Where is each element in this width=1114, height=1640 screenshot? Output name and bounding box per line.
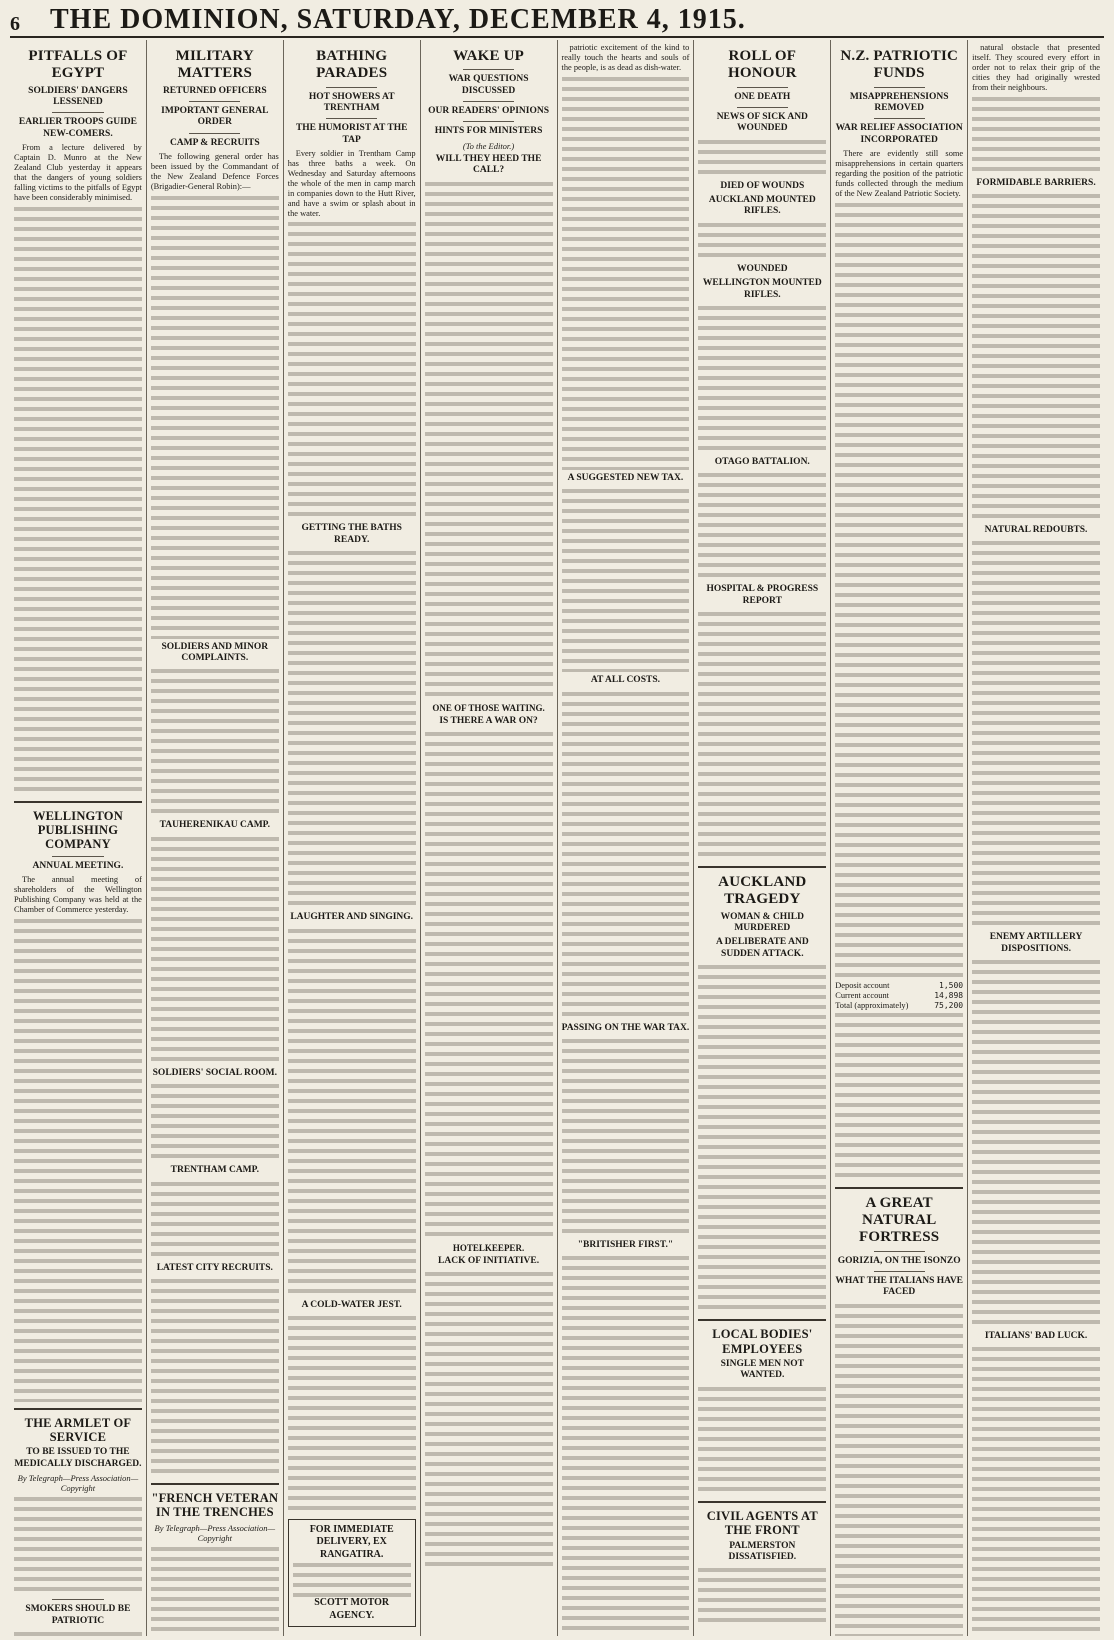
article-subhead: OUR READERS' OPINIONS	[428, 106, 549, 117]
article-text: patriotic excitement of the kind to really touch the hearts and souls of the people, is as dead as dish-water.	[561, 43, 690, 72]
article-subhead: SOLDIERS' DANGERS LESSENED	[28, 85, 128, 107]
article-headline: A GREAT NATURAL FORTRESS	[859, 1194, 940, 1246]
article-body	[14, 205, 142, 795]
article-headline: AUCKLAND TRAGEDY	[718, 874, 807, 908]
column-7	[831, 40, 968, 1636]
article-body	[835, 1011, 963, 1181]
column-6	[694, 40, 831, 1636]
article-subhead: GORIZIA, ON THE ISONZO	[837, 1255, 961, 1266]
article-body	[698, 304, 826, 454]
article-body	[835, 201, 963, 981]
article-subhead: MISAPPREHENSIONS REMOVED	[849, 91, 949, 113]
newspaper-title: THE DOMINION, SATURDAY, DECEMBER 4, 1915.	[50, 4, 746, 35]
article-body	[698, 610, 826, 860]
letter-signature: HOTELKEEPER.	[452, 1242, 525, 1253]
divider	[874, 1271, 925, 1272]
article-subhead: WOMAN & CHILD MURDERED	[720, 911, 804, 934]
article-body	[151, 1277, 279, 1477]
fund-total-amount: 75,200	[934, 1000, 964, 1010]
article-body	[698, 471, 826, 581]
ad-signature: SCOTT MOTOR AGENCY.	[314, 1597, 390, 1621]
article-subhead: SINGLE MEN NOT WANTED.	[720, 1359, 805, 1381]
divider	[52, 112, 103, 113]
article-subhead: SOLDIERS AND MINOR COMPLAINTS.	[161, 641, 269, 664]
article-body	[14, 1495, 142, 1595]
divider	[874, 87, 925, 88]
article-text: The following general order has been issued by the Commandant of the New Zealand Defence Forces (Brigadier-General Robin):—	[150, 152, 279, 191]
divider	[189, 101, 240, 102]
article-headline: PITFALLS OF EGYPT	[28, 48, 128, 82]
article-subhead: NATURAL REDOUBTS.	[984, 524, 1088, 535]
article-body	[425, 730, 553, 1240]
divider	[874, 1251, 925, 1252]
fund-amount: 14,898	[934, 990, 964, 1000]
article-subhead: HINTS FOR MINISTERS	[434, 126, 543, 137]
article-subhead: LATEST CITY RECRUITS.	[156, 1262, 273, 1273]
article-body	[151, 835, 279, 1065]
column-4	[421, 40, 558, 1636]
article-subhead: ANNUAL MEETING.	[32, 860, 124, 871]
article-body	[698, 138, 826, 178]
article-body	[425, 180, 553, 700]
article-body	[972, 192, 1100, 522]
article-headline: "FRENCH VETERAN IN THE TRENCHES	[151, 1491, 279, 1520]
article-subhead: HOSPITAL & PROGRESS REPORT	[706, 584, 819, 606]
article-subhead: OTAGO BATTALION.	[714, 457, 810, 468]
article-subhead: SOLDIERS' SOCIAL ROOM.	[152, 1067, 277, 1078]
article-subhead: LACK OF INITIATIVE.	[438, 1255, 540, 1266]
wire-credit: By Telegraph—Press Association—Copyright	[154, 1522, 276, 1543]
article-body	[151, 1545, 279, 1635]
article-headline: THE ARMLET OF SERVICE	[24, 1415, 132, 1445]
divider	[326, 87, 377, 88]
divider	[14, 801, 142, 803]
column-3	[284, 40, 421, 1636]
fund-total-row	[835, 1001, 963, 1011]
fund-label: Current account	[835, 990, 889, 1000]
article-subhead: THE HUMORIST AT THE TAP	[295, 123, 408, 145]
article-body	[151, 194, 279, 639]
ad-headline: FOR IMMEDIATE DELIVERY, EX RANGATIRA.	[309, 1523, 394, 1560]
article-body	[835, 1302, 963, 1636]
article-headline: WELLINGTON PUBLISHING COMPANY	[32, 808, 123, 852]
article-subhead: IS THERE A WAR ON?	[439, 715, 538, 726]
article-subhead: WILL THEY HEED THE CALL?	[435, 153, 542, 176]
divider	[737, 87, 788, 88]
article-subhead: ITALIANS' BAD LUCK.	[984, 1331, 1088, 1342]
divider	[835, 1187, 963, 1189]
article-body	[972, 958, 1100, 1328]
article-body	[151, 1180, 279, 1260]
article-body	[562, 1254, 690, 1634]
article-subhead: "BRITISHER FIRST."	[577, 1239, 674, 1250]
article-subhead: PALMERSTON DISSATISFIED.	[728, 1540, 797, 1562]
article-body	[698, 1566, 826, 1626]
article-subhead: WOUNDED	[736, 263, 788, 274]
article-headline: ROLL OF HONOUR	[727, 48, 797, 82]
divider	[698, 866, 826, 868]
article-body	[562, 1037, 690, 1237]
article-text: There are evidently still some misapprehensions in certain quarters regarding the position of the patriotic funds collected through the medium of the New Zealand Patriotic Society.	[835, 149, 964, 198]
article-subhead: TRENTHAM CAMP.	[170, 1165, 259, 1176]
article-text: Every soldier in Trentham Camp has three baths a week. On Wednesday and Saturday afternoons the whole of the men in camp march in companies down to the Hutt River, and have a swim or splash about in the water.	[287, 149, 416, 218]
article-subhead: A SUGGESTED NEW TAX.	[567, 472, 684, 483]
article-body	[562, 487, 690, 672]
divider	[326, 118, 377, 119]
article-text: natural obstacle that presented itself. They scoured every effort in order not to relax their grip of the cities they had originally wrested from their neighbours.	[972, 43, 1100, 92]
columns	[10, 40, 1104, 1636]
article-subhead: TAUHERENIKAU CAMP.	[159, 820, 270, 831]
article-subhead: WHAT THE ITALIANS HAVE FACED	[835, 1275, 964, 1298]
letter-signature: ONE OF THOSE WAITING.	[432, 702, 545, 713]
article-headline: CIVIL AGENTS AT THE FRONT	[706, 1508, 818, 1538]
article-body	[151, 1082, 279, 1162]
divider	[151, 1483, 279, 1485]
article-body	[562, 75, 690, 470]
divider	[874, 118, 925, 119]
article-subhead: RETURNED OFFICERS	[162, 85, 267, 96]
column-2	[147, 40, 284, 1636]
article-subhead: ENEMY ARTILLERY DISPOSITIONS.	[989, 932, 1083, 954]
divider	[52, 856, 103, 857]
article-body	[698, 221, 826, 261]
article-subhead: AUCKLAND MOUNTED RIFLES.	[708, 195, 816, 217]
article-subhead: GETTING THE BATHS READY.	[301, 523, 402, 545]
article-headline: LOCAL BODIES' EMPLOYEES	[712, 1327, 813, 1356]
article-body	[972, 95, 1100, 175]
advertisement	[288, 1519, 416, 1628]
article-subhead: WELLINGTON MOUNTED RIFLES.	[702, 278, 822, 300]
article-body	[288, 927, 416, 1297]
article-body	[972, 1345, 1100, 1636]
article-body	[698, 963, 826, 1313]
divider	[463, 101, 514, 102]
article-headline: N.Z. PATRIOTIC FUNDS	[840, 48, 959, 82]
fund-row	[835, 981, 963, 991]
article-body	[562, 690, 690, 1020]
article-subhead: A COLD-WATER JEST.	[301, 1299, 402, 1310]
article-subhead: CAMP & RECRUITS	[169, 137, 260, 148]
article-subhead: LAUGHTER AND SINGING.	[290, 912, 414, 923]
article-subhead: WAR QUESTIONS DISCUSSED	[448, 74, 529, 96]
divider	[737, 107, 788, 108]
wire-credit: By Telegraph—Press Association—Copyright	[17, 1473, 139, 1494]
divider	[52, 1599, 103, 1600]
fund-row	[835, 991, 963, 1001]
article-subhead: IMPORTANT GENERAL ORDER	[161, 105, 269, 128]
divider	[463, 69, 514, 70]
article-body	[14, 917, 142, 1402]
article-subhead: A DELIBERATE AND SUDDEN ATTACK.	[715, 937, 809, 959]
column-5	[558, 40, 695, 1636]
fund-total-label: Total (approximately)	[835, 1000, 909, 1010]
article-subhead: PASSING ON THE WAR TAX.	[561, 1022, 690, 1033]
fund-amount: 1,500	[939, 980, 964, 990]
divider	[463, 121, 514, 122]
article-body	[425, 1270, 553, 1570]
article-subhead: NEWS OF SICK AND WOUNDED	[716, 111, 808, 134]
article-subhead: AT ALL COSTS.	[590, 675, 660, 686]
ad-body	[293, 1561, 411, 1597]
divider	[698, 1501, 826, 1503]
article-subhead: HOT SHOWERS AT TRENTHAM	[308, 91, 395, 113]
column-1	[10, 40, 147, 1636]
article-text: From a lecture delivered by Captain D. Munro at the New Zealand Club yesterday it appears that the dangers of young soldiers falling victims to the pitfalls of Egypt have been considerably minimised.	[14, 143, 142, 202]
article-body	[698, 1385, 826, 1495]
article-headline: MILITARY MATTERS	[175, 48, 254, 82]
column-8	[968, 40, 1104, 1636]
article-body	[151, 667, 279, 817]
article-body	[14, 1630, 142, 1636]
fund-label: Deposit account	[835, 980, 890, 990]
article-subhead: WAR RELIEF ASSOCIATION INCORPORATED	[835, 123, 963, 145]
article-subhead: ONE DEATH	[734, 91, 791, 102]
divider	[14, 1408, 142, 1410]
article-subhead: SMOKERS SHOULD BE PATRIOTIC	[25, 1604, 131, 1626]
article-body	[972, 539, 1100, 929]
divider	[189, 133, 240, 134]
article-subhead: EARLIER TROOPS GUIDE NEW-COMERS.	[18, 117, 137, 139]
article-text: The annual meeting of shareholders of the Wellington Publishing Company was held at the Chamber of Commerce yesterday.	[14, 875, 142, 914]
article-body	[288, 220, 416, 520]
article-headline: WAKE UP	[453, 48, 525, 64]
page-number: 6	[10, 13, 20, 35]
masthead	[10, 6, 1104, 38]
article-body	[288, 1314, 416, 1514]
article-headline: BATHING PARADES	[316, 48, 388, 82]
article-subhead: TO BE ISSUED TO THE MEDICALLY DISCHARGED.	[14, 1447, 142, 1469]
article-subhead: DIED OF WOUNDS	[720, 180, 805, 191]
article-subhead: FORMIDABLE BARRIERS.	[976, 177, 1096, 188]
article-body	[288, 549, 416, 909]
editor-note: (To the Editor.)	[462, 140, 515, 151]
divider	[698, 1319, 826, 1321]
